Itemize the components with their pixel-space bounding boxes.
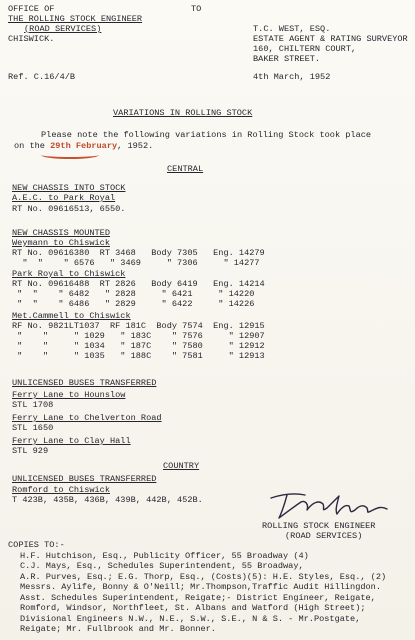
transfer-route: Park Royal to Chiswick xyxy=(12,269,126,279)
from-line: CHISWICK. xyxy=(8,34,55,44)
copies-heading: COPIES TO:- xyxy=(8,540,65,550)
copies-line: Romford, Windsor, Northfleet, St. Albans and Watford (High Street); xyxy=(20,603,366,613)
section-heading-central: CENTRAL xyxy=(167,164,204,174)
to-line: BAKER STREET. xyxy=(253,54,321,64)
intro-line: Please note the following variations in Rolling Stock took place xyxy=(41,130,372,140)
stock-line: RT No. 09616380 RT 3468 Body 7305 Eng. 14279 xyxy=(12,248,265,258)
stock-line: " " " 6482 " 2828 " 6421 " 14220 xyxy=(12,289,255,299)
copies-line: C.J. Mays, Esq., Schedules Superintendent, 55 Broadway, xyxy=(20,561,304,571)
to-label: TO xyxy=(191,4,202,14)
stock-line: T 423B, 435B, 436B, 439B, 442B, 452B. xyxy=(12,495,203,505)
copies-line: Reigate; Mr. Fullbrook and Mr. Bonner. xyxy=(20,624,216,634)
transfer-route: Weymann to Chiswick xyxy=(12,238,110,248)
subsection-heading: UNLICENSED BUSES TRANSFERRED xyxy=(12,378,157,388)
reference: Ref. C.16/4/B xyxy=(8,72,76,82)
from-line: (ROAD SERVICES) xyxy=(24,24,102,34)
highlighted-date: 29th February xyxy=(50,141,118,151)
stock-line: " " " 1034 " 187C " 7580 " 12912 xyxy=(12,341,265,351)
subsection-heading: NEW CHASSIS INTO STOCK xyxy=(12,183,126,193)
stock-line: " " " 6576 " 3469 " 7306 " 14277 xyxy=(12,258,260,268)
intro-line: on the 29th February, 1952. xyxy=(14,141,154,151)
transfer-route: A.E.C. to Park Royal xyxy=(12,193,116,203)
signatory-title: (ROAD SERVICES) xyxy=(285,531,363,541)
subsection-heading: UNLICENSED BUSES TRANSFERRED xyxy=(12,474,157,484)
transfer-route: Ferry Lane to Chelverton Road xyxy=(12,413,162,423)
stock-line: RF No. 9821LT1037 RF 181C Body 7574 Eng. 12915 xyxy=(12,321,265,331)
transfer-route: Met.Cammell to Chiswick xyxy=(12,311,131,321)
stock-line: " " " 6486 " 2829 " 6422 " 14226 xyxy=(12,299,255,309)
copies-line: Asst. Schedules Superintendent, Reigate;- District Engineer, Reigate, xyxy=(20,593,376,603)
to-line: 160, CHILTERN COURT, xyxy=(253,44,357,54)
stock-line: STL 929 xyxy=(12,446,49,456)
subsection-heading: NEW CHASSIS MOUNTED xyxy=(12,228,110,238)
to-line: ESTATE AGENT & RATING SURVEYOR xyxy=(253,34,408,44)
copies-line: H.F. Hutchison, Esq., Publicity Officer, 55 Broadway (4) xyxy=(20,551,309,561)
stock-line: " " " 1035 " 188C " 7581 " 12913 xyxy=(12,351,265,361)
transfer-route: Ferry Lane to Clay Hall xyxy=(12,436,131,446)
copies-line: Messrs. Aylife, Bonny & O'Neill; Mr.Thompson,Traffic Audit Hillingdon. xyxy=(20,582,381,592)
document-title: VARIATIONS IN ROLLING STOCK xyxy=(113,108,253,118)
stock-line: RT No. 09616488 RT 2826 Body 6419 Eng. 14214 xyxy=(12,279,265,289)
copies-line: Divisional Engineers N.W., N.E., S.W., S.E., N & S. - Mr.Postgate, xyxy=(20,614,361,624)
stock-line: STL 1708 xyxy=(12,400,54,410)
to-line: T.C. WEST, ESQ. xyxy=(253,24,331,34)
signatory-title: ROLLING STOCK ENGINEER xyxy=(262,521,376,531)
copies-line: A.R. Purves, Esq.; E.G. Thorp, Esq., (Costs)(5): H.E. Styles, Esq., (2) xyxy=(20,572,387,582)
stock-line: " " " 1029 " 183C " 7576 " 12907 xyxy=(12,331,265,341)
stock-line: STL 1650 xyxy=(12,423,54,433)
letter-date: 4th March, 1952 xyxy=(253,72,331,82)
stock-line: RT No. 09616513, 6550. xyxy=(12,204,126,214)
from-line: THE ROLLING STOCK ENGINEER xyxy=(8,14,143,24)
section-heading-country: COUNTRY xyxy=(163,461,200,471)
red-underline-mark xyxy=(41,151,99,159)
from-line: OFFICE OF xyxy=(8,4,55,14)
handwritten-signature xyxy=(265,490,395,522)
transfer-route: Ferry Lane to Hounslow xyxy=(12,390,126,400)
transfer-route: Romford to Chiswick xyxy=(12,485,110,495)
